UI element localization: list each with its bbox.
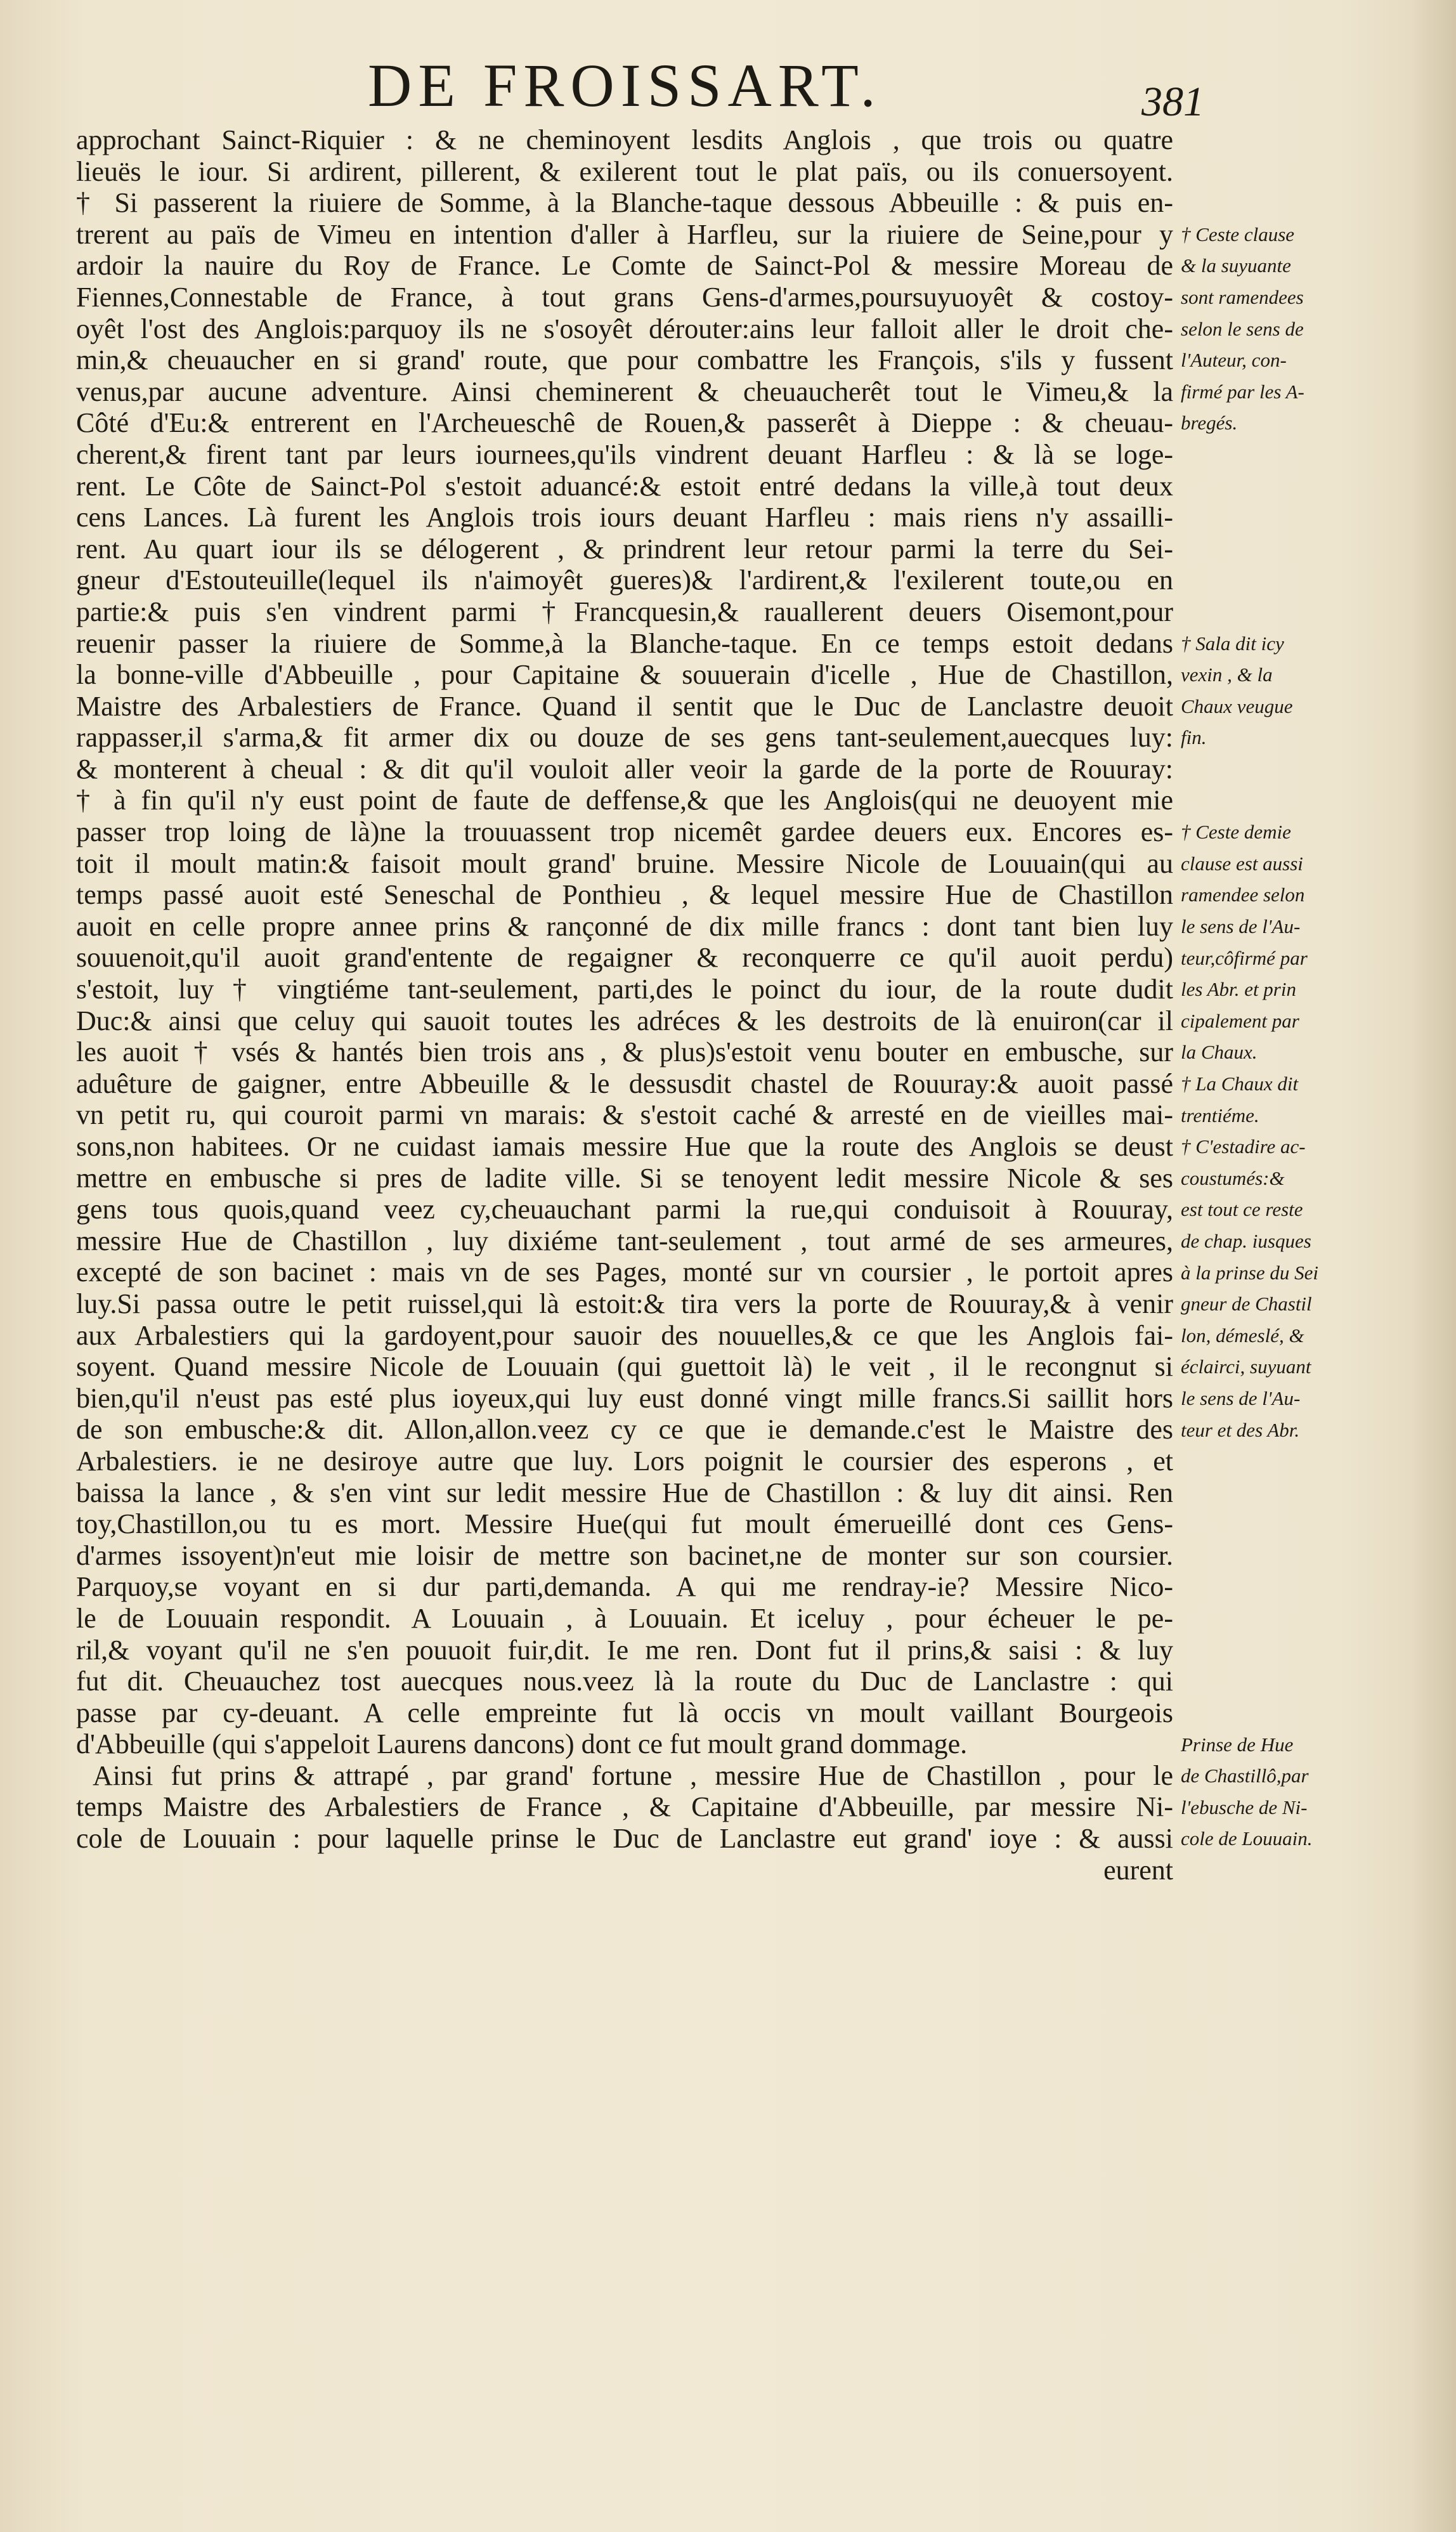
margin-note-line: selon le sens de [1181, 317, 1304, 340]
margin-note-line: les Abr. et prin [1181, 978, 1296, 1001]
text-line: cole de Louuain : pour laquelle prinse le Duc de Lanclastre eut grand' ioye : & aussi [76, 1823, 1173, 1855]
text-line: toy,Chastillon,ou tu es mort. Messire Hue(qui fut moult émerueillé dont ces Gens- [76, 1508, 1173, 1540]
text-line: & monterent à cheual : & dit qu'il vouloit aller veoir la garde de la porte de Rouuray: [76, 753, 1173, 785]
margin-note [1181, 1068, 1390, 1445]
text-line: le de Louuain respondit. A Louuain , à Louuain. Et iceluy , pour écheuer le pe- [76, 1602, 1173, 1634]
margin-note [1181, 1729, 1390, 1855]
text-line: passer trop loing de là)ne la trouuassent trop nicemêt gardee deuers eux. Encores es- [76, 816, 1173, 848]
margin-note-line: † C'estadire ac- [1181, 1135, 1306, 1158]
text-line: eurent [1103, 1854, 1173, 1886]
margin-note-line: le sens de l'Au- [1181, 1387, 1301, 1409]
margin-note-line: vexin , & la [1181, 663, 1273, 686]
margin-note [1181, 219, 1390, 439]
text-line: baissa la lance , & s'en vint sur ledit messire Hue de Chastillon : & luy dit ainsi. Ren [76, 1477, 1173, 1508]
text-line: rappasser,il s'arma,& fit armer dix ou douze de ses gens tant-seulement,auecques luy: [76, 722, 1173, 754]
text-line: d'armes issoyent)n'eut mie loisir de mettre son bacinet,ne de monter sur son coursier. [76, 1539, 1173, 1571]
text-line: aduêture de gaigner, entre Abbeuille & le dessusdit chastel de Rouuray:& auoit passé [76, 1067, 1173, 1099]
text-line: de son embusche:& dit. Allon,allon.veez cy ce que ie demande.c'est le Maistre des [76, 1414, 1173, 1445]
margin-note-line: & la suyuante [1181, 254, 1291, 277]
margin-note-line: bregés. [1181, 412, 1238, 434]
text-line: † à fin qu'il n'y eust point de faute de deffense,& que les Anglois(qui ne deuoyent mie [76, 785, 1173, 816]
text-line: Maistre des Arbalestiers de France. Quand il sentit que le Duc de Lanclastre deuoit [76, 690, 1173, 722]
text-line: temps Maistre des Arbalestiers de France , & Capitaine d'Abbeuille, par messire Ni- [76, 1791, 1173, 1823]
margin-note-line: teur et des Abr. [1181, 1418, 1300, 1441]
text-line: ril,& voyant qu'il ne s'en pouuoit fuir,dit. Ie me ren. Dont fut il prins,& saisi : & luy [76, 1634, 1173, 1666]
text-line: Duc:& ainsi que celuy qui sauoit toutes les adréces & les destroits de là enuiron(car il [76, 1005, 1173, 1036]
text-line: gneur d'Estouteuille(lequel ils n'aimoyêt gueres)& l'ardirent,& l'exilerent toute,ou en [76, 564, 1173, 596]
text-line: Fiennes,Connestable de France, à tout grans Gens-d'armes,poursuyuoyêt & costoy- [76, 281, 1173, 313]
margin-note-line: Prinse de Hue [1181, 1733, 1294, 1756]
text-line: souuenoit,qu'il auoit grand'entente de regaigner & reconquerre ce qu'il auoit perdu) [76, 942, 1173, 974]
text-line: toit il moult matin:& faisoit moult grand' bruine. Messire Nicole de Louuain(qui au [76, 847, 1173, 879]
text-line: s'estoit, luy † vingtiéme tant-seulement, parti,des le poinct du iour, de la route dudit [76, 974, 1173, 1005]
margin-note-line: teur,côfirmé par [1181, 946, 1308, 969]
page-number: 381 [1141, 79, 1204, 125]
text-line: les auoit † vsés & hantés bien trois ans , & plus)s'estoit venu bouter en embusche, sur [76, 1036, 1173, 1068]
text-line: cens Lances. Là furent les Anglois trois iours deuant Harfleu : mais riens n'y assailli- [76, 502, 1173, 533]
text-line: reuenir passer la riuiere de Somme,à la Blanche-taque. En ce temps estoit dedans [76, 627, 1173, 659]
margin-note-line: l'Auteur, con- [1181, 349, 1287, 372]
margin-note-line: Chaux veugue [1181, 695, 1293, 717]
margin-note-line: coustumés:& [1181, 1166, 1285, 1189]
text-line: cherent,& firent tant par leurs iournees,qu'ils vindrent deuant Harfleu : & là se loge- [76, 438, 1173, 470]
text-line: Côté d'Eu:& entrerent en l'Archeueschê de Rouen,& passerêt à Dieppe : & cheuau- [76, 407, 1173, 439]
text-line: trerent au païs de Vimeu en intention d'aller à Harfleu, sur la riuiere de Seine,pour y [76, 218, 1173, 250]
margin-note [1181, 816, 1390, 1068]
text-line: bien,qu'il n'eust pas esté plus ioyeux,qui luy eust donné vingt mille francs.Si saillit hors [76, 1382, 1173, 1414]
text-line: † Si passerent la riuiere de Somme, à la Blanche-taque dessous Abbeuille : & puis en- [76, 187, 1173, 219]
margin-note-line: le sens de l'Au- [1181, 915, 1301, 937]
margin-note-line: à la prinse du Sei [1181, 1261, 1318, 1284]
margin-note-line: ramendee selon [1181, 884, 1305, 906]
text-line: mettre en embusche si pres de ladite ville. Si se tenoyent ledit messire Nicole & ses [76, 1162, 1173, 1194]
body-text [76, 124, 1173, 1886]
margin-note-line: † Ceste clause [1181, 223, 1295, 245]
margin-note-line: éclairci, suyuant [1181, 1355, 1311, 1378]
margin-note-line: la Chaux. [1181, 1041, 1258, 1064]
margin-note-line: sont ramendees [1181, 285, 1304, 308]
text-line: venus,par aucune adventure. Ainsi cheminerent & cheuaucherêt tout le Vimeu,& la [76, 375, 1173, 407]
text-line: approchant Sainct-Riquier : & ne cheminoyent lesdits Anglois , que trois ou quatre [76, 124, 1173, 155]
margin-note-line: † Ceste demie [1181, 821, 1291, 844]
text-line: Ainsi fut prins & attrapé , par grand' fortune , messire Hue de Chastillon , pour le [93, 1759, 1173, 1791]
page-header [355, 51, 1380, 127]
text-line: temps passé auoit esté Seneschal de Ponthieu , & lequel messire Hue de Chastillon [76, 879, 1173, 911]
text-line: auoit en celle propre annee prins & rançonné de dix mille francs : dont tant bien luy [76, 910, 1173, 942]
text-line: Parquoy,se voyant en si dur parti,demanda. A qui me rendray-ie? Messire Nico- [76, 1571, 1173, 1603]
text-line: gens tous quois,quand veez cy,cheuauchant parmi la rue,qui conduisoit à Rouuray, [76, 1194, 1173, 1225]
margin-note-line: de Chastillô,par [1181, 1765, 1309, 1787]
running-title: DE FROISSART. [368, 51, 882, 119]
text-line: partie:& puis s'en vindrent parmi †Francquesin,& rauallerent deuers Oisemont,pour [76, 596, 1173, 627]
text-line: sons,non habitees. Or ne cuidast iamais messire Hue que la route des Anglois se deust [76, 1131, 1173, 1162]
text-line: min,& cheuaucher en si grand' route, que pour combattre les François, s'ils y fussent [76, 344, 1173, 376]
margin-note-line: † La Chaux dit [1181, 1073, 1299, 1095]
text-line: vn petit ru, qui couroit parmi vn marais: & s'estoit caché & arresté en de vieilles mai- [76, 1099, 1173, 1131]
text-line: rent. Au quart iour ils se délogerent , & prindrent leur retour parmi la terre du Sei- [76, 533, 1173, 564]
text-line: passe par cy-deuant. A celle empreinte fut là occis vn moult vaillant Bourgeois [76, 1697, 1173, 1728]
text-line: la bonne-ville d'Abbeuille , pour Capitaine & souuerain d'icelle , Hue de Chastillon, [76, 659, 1173, 691]
margin-note-line: cole de Louuain. [1181, 1827, 1313, 1850]
text-line: excepté de son bacinet : mais vn de ses Pages, monté sur vn coursier , le portoit apres [76, 1256, 1173, 1288]
margin-note-line: gneur de Chastil [1181, 1293, 1312, 1315]
margin-note-line: clause est aussi [1181, 852, 1303, 875]
text-line: soyent. Quand messire Nicole de Louuain (qui guettoit là) le veit , il le recongnut si [76, 1351, 1173, 1383]
margin-note-line: lon, démeslé, & [1181, 1324, 1304, 1347]
text-line: fut dit. Cheuauchez tost auecques nous.veez là la route du Duc de Lanclastre : qui [76, 1666, 1173, 1697]
margin-note-line: cipalement par [1181, 1009, 1299, 1032]
margin-note-line: de chap. iusques [1181, 1229, 1311, 1252]
text-line: Arbalestiers. ie ne desiroye autre que luy. Lors poignit le coursier des esperons , et [76, 1445, 1173, 1477]
text-line: ardoir la nauire du Roy de France. Le Comte de Sainct-Pol & messire Moreau de [76, 250, 1173, 282]
text-line: messire Hue de Chastillon , luy dixiéme tant-seulement , tout armé de ses armeures, [76, 1225, 1173, 1256]
text-line: aux Arbalestiers qui la gardoyent,pour sauoir des nouuelles,& ce que les Anglois fai- [76, 1319, 1173, 1351]
margin-note-line: † Sala dit icy [1181, 632, 1284, 655]
margin-note-line: trentiéme. [1181, 1104, 1259, 1126]
text-line: d'Abbeuille (qui s'appeloit Laurens dancons) dont ce fut moult grand dommage. [76, 1728, 968, 1760]
margin-note-line: l'ebusche de Ni- [1181, 1796, 1308, 1818]
margin-note-line: fin. [1181, 726, 1207, 749]
text-line: lieuës le iour. Si ardirent, pillerent, & exilerent tout le plat païs, ou ils conuersoyent. [76, 155, 1173, 187]
text-line: oyêt l'ost des Anglois:parquoy ils ne s'osoyêt dérouter:ains leur falloit aller le droit che- [76, 313, 1173, 344]
text-line: rent. Le Côte de Sainct-Pol s'estoit aduancé:& estoit entré dedans la ville,à tout deux [76, 470, 1173, 502]
facing-page-edge [1412, 0, 1456, 2532]
margin-note-line: firmé par les A- [1181, 380, 1304, 403]
margin-note-line: est tout ce reste [1181, 1198, 1303, 1221]
margin-note [1181, 628, 1390, 754]
text-line: luy.Si passa outre le petit ruissel,qui là estoit:& tira vers la porte de Rouuray,& à venir [76, 1288, 1173, 1319]
